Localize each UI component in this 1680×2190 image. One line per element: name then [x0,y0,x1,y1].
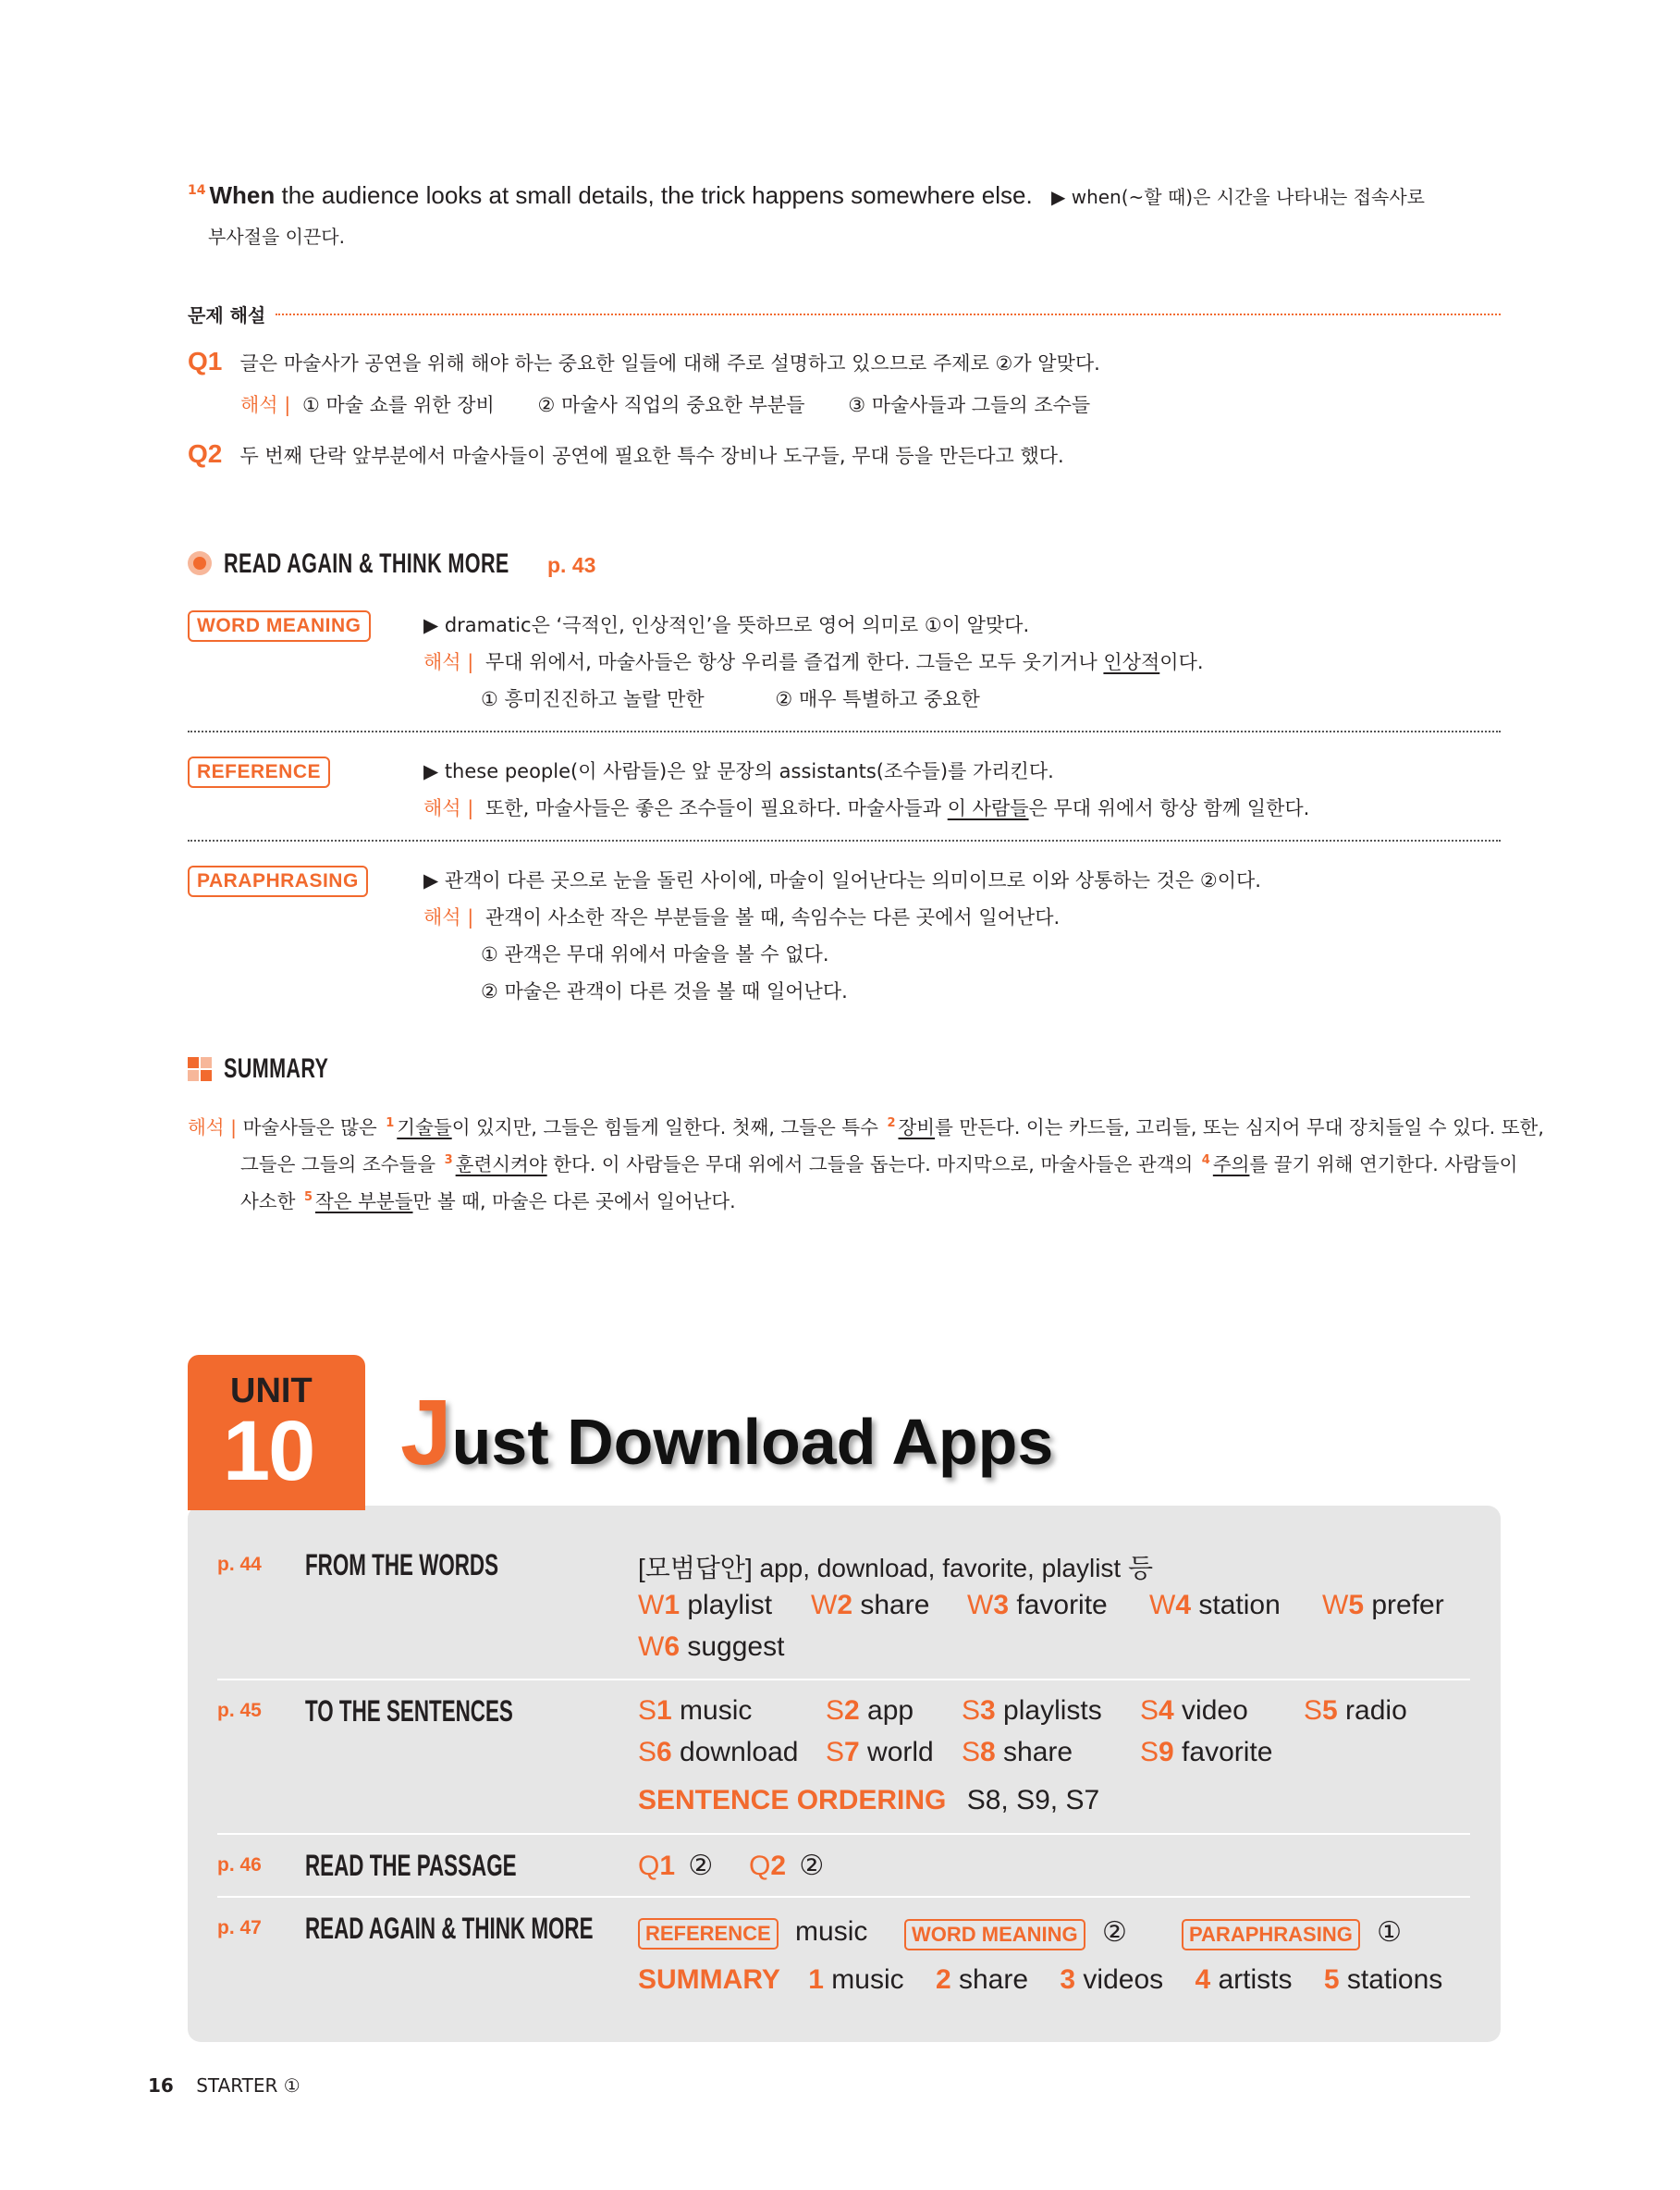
answer-prefix: S [638,1695,657,1726]
sentence-14 [188,181,1519,210]
section-title: READ THE PASSAGE [305,1849,517,1882]
summary-line-2 [240,1149,1517,1176]
q2-text: 두 번째 단락 앞부분에서 마술사들이 공연에 필요한 특수 장비나 도구들, 무대 등을 만든다고 했다. [239,445,1064,467]
summary-text: 그들은 그들의 조수들을 [240,1153,442,1175]
answer-word: favorite [1016,1590,1108,1620]
answer-prefix: W [638,1590,665,1620]
ra-reference [638,1916,867,1950]
model-answer: [모범답안] app, download, favorite, playlist 등 [638,1554,1154,1582]
answer-number: 2 [935,1964,951,1995]
page-ref: p. 47 [217,1917,262,1938]
summary-answer: 작은 부분들 [314,1190,413,1212]
trans-text: 관객이 사소한 작은 부분들을 볼 때, 속임수는 다른 곳에서 일어난다. [485,906,1061,929]
passage-q2 [749,1850,824,1882]
unit-title [400,1380,1053,1486]
trans-label: 해석 | [188,1116,238,1138]
answer-word: music [831,1964,904,1995]
answer-word: artists [1218,1964,1293,1995]
sentence-ordering-value: S8, S9, S7 [966,1785,1100,1815]
unit-number: 10 [223,1404,314,1498]
answer-word: suggest [687,1631,785,1662]
trans-underlined: 이 사람들 [947,797,1029,819]
answer-prefix: W [638,1631,665,1662]
answer-prefix: S [826,1695,845,1726]
answer-number: 2 [844,1695,860,1726]
unit-title-rest: ust Download Apps [451,1406,1054,1478]
word-meaning-answer: ② [1102,1917,1127,1948]
page-ref: p. 44 [217,1554,262,1575]
summary-answer: 주의 [1212,1153,1250,1175]
summary-line-1 [188,1112,1544,1139]
answer-number: 1 [664,1590,681,1620]
answer-number: 3 [993,1590,1010,1620]
answer-number: 6 [656,1737,672,1767]
summary-answer: 훈련시켜야 [455,1153,547,1175]
answer-prefix: W [811,1590,838,1620]
answer-word: share [958,1964,1029,1995]
reference-box: REFERENCE [638,1918,779,1950]
answer-number: 2 [770,1851,787,1881]
answer-number: 1 [808,1964,824,1995]
sentence-ordering [638,1785,1099,1816]
trans-underlined: 인상적 [1103,651,1160,673]
answer-number: 4 [1175,1590,1192,1620]
answer-number: 8 [980,1737,996,1767]
q1-row [188,347,1100,376]
answer-panel [188,1506,1501,2042]
trans-text-end: 은 무대 위에서 항상 함께 일한다. [1028,797,1310,819]
q1-option-2: ② 마술사 직업의 중요한 부분들 [537,394,805,416]
answer-w1 [638,1590,772,1621]
answer-w5 [1322,1590,1444,1621]
blank-number: 1 [386,1116,395,1131]
paraphrasing-answer: ① [1377,1917,1403,1948]
answer-word: prefer [1371,1590,1444,1620]
answer-s8 [962,1737,1073,1768]
ra-paraphrasing [1182,1916,1402,1950]
trans-label: 해석 | [423,906,474,929]
word-meaning-explanation: ▶ dramatic은 ‘극적인, 인상적인’을 뜻하므로 영어 의미로 ①이 알맞다. [423,614,1030,636]
answer-w3 [967,1590,1108,1621]
q1-option-3: ③ 마술사들과 그들의 조수들 [848,394,1091,416]
answer-prefix: S [962,1695,981,1726]
sentence-note: ▶ when(~할 때)은 시간을 나타내는 접속사로 [1050,186,1425,208]
trans-text: 또한, 마술사들은 좋은 조수들이 필요하다. 마술사들과 [485,797,948,819]
answer-prefix: S [962,1737,981,1767]
summary-text: 만 볼 때, 마술은 다른 곳에서 일어난다. [412,1190,736,1212]
summary-text: 를 끌기 위해 연기한다. 사람들이 [1249,1153,1518,1175]
page-ref: p. 45 [217,1700,262,1721]
summary-text: 를 만든다. 이는 카드들, 고리들, 또는 심지어 무대 장치들일 수 있다. 또한, [935,1116,1544,1138]
read-again-page: p. 43 [547,553,596,577]
answer-number: 4 [1159,1695,1174,1726]
summary-text: 한다. 이 사람들은 무대 위에서 그들을 돕는다. 마지막으로, 마술사들은 관객의 [546,1153,1199,1175]
answer-w2 [811,1590,929,1621]
sentence-note-continued: 부사절을 이끈다. [208,226,345,248]
sentence-ordering-label: SENTENCE ORDERING [638,1785,947,1815]
answer-word: playlists [1003,1695,1102,1726]
answer-s4 [1140,1695,1248,1727]
divider [188,840,1501,842]
answer-prefix: W [1149,1590,1176,1620]
answer-word: playlist [687,1590,773,1620]
answer-w4 [1149,1590,1281,1621]
unit-label: UNIT [230,1372,313,1410]
section-title: FROM THE WORDS [305,1548,499,1581]
answer-number: 1 [656,1695,672,1726]
ra-word-meaning [904,1916,1127,1950]
answer-word: ② [799,1851,825,1881]
answer-s6 [638,1737,798,1768]
reference-translation [423,794,1309,821]
problem-title: 문제 해설 [188,304,266,326]
word-meaning-label: WORD MEANING [188,610,371,642]
section-title: TO THE SENTENCES [305,1694,513,1728]
trans-label: 해석 | [423,797,474,819]
read-again-heading [224,546,509,583]
answer-word: app [867,1695,914,1726]
answer-prefix: S [1304,1695,1323,1726]
trans-text-end: 이다. [1159,651,1204,673]
answer-w6 [638,1631,784,1663]
summary-answer: 기술들 [397,1116,452,1138]
answer-word: station [1198,1590,1281,1620]
answer-s3 [962,1695,1102,1727]
answer-prefix: W [1322,1590,1349,1620]
reference-label: REFERENCE [188,757,330,788]
answer-number: 1 [659,1851,676,1881]
book-name: STARTER ① [196,2074,300,2097]
row-divider [217,1679,1470,1680]
footer [148,2074,300,2097]
summary-text: 이 있지만, 그들은 힘들게 일한다. 첫째, 그들은 특수 [451,1116,885,1138]
q1-label: Q1 [188,347,223,375]
answer-number: 4 [1195,1964,1211,1995]
answer-s2 [826,1695,914,1727]
answer-prefix: S [826,1737,845,1767]
blank-number: 2 [887,1116,896,1131]
option-2: ② 매우 특별하고 중요한 [775,688,980,710]
divider [188,731,1501,732]
summary-text: 마술사들은 많은 [242,1116,384,1138]
answer-number: 5 [1323,1964,1340,1995]
sentence-number: 14 [188,183,206,199]
blank-number: 3 [444,1153,453,1168]
answer-word: videos [1083,1964,1164,1995]
q2-label: Q2 [188,439,223,468]
sentence-bold-word: When [209,181,276,209]
target-bullet-icon [188,551,212,575]
page-number: 16 [148,2074,174,2097]
answer-word: favorite [1182,1737,1273,1767]
q2-row [188,439,1064,469]
answer-s9 [1140,1737,1272,1768]
reference-explanation: ▶ these people(이 사람들)은 앞 문장의 assistants(조수들)를 가리킨다. [423,760,1054,782]
answer-word: video [1182,1695,1248,1726]
paraphrasing-box: PARAPHRASING [1182,1919,1360,1950]
q1-text: 글은 마술사가 공연을 위해 해야 하는 중요한 일들에 대해 주로 설명하고 있으므로 주제로 ②가 알맞다. [239,352,1100,375]
summary-answer: 장비 [898,1116,936,1138]
summary-text: 사소한 [240,1190,301,1212]
section-title: READ AGAIN & THINK MORE [305,1912,594,1945]
answer-word: world [867,1737,934,1767]
answer-word: download [680,1737,799,1767]
trans-label: 해석 | [423,651,474,673]
answer-number: 3 [980,1695,996,1726]
word-meaning-box: WORD MEANING [904,1919,1085,1950]
passage-q1 [638,1850,713,1882]
answer-s7 [826,1737,934,1768]
summary-heading [224,1051,369,1088]
q1-option-1: ① 마술 쇼를 위한 장비 [302,394,495,416]
answer-prefix: S [1140,1737,1159,1767]
blank-number: 4 [1201,1153,1210,1168]
summary-squares-icon [188,1057,212,1081]
option-1: ① 흥미진진하고 놀랄 만한 [481,688,705,710]
sentence-text: the audience looks at small details, the trick happens somewhere else. [275,181,1033,209]
answer-number: 5 [1322,1695,1338,1726]
problem-divider [276,314,1501,315]
answer-prefix: Q [749,1851,771,1881]
reference-answer: music [795,1916,868,1947]
paraphrasing-option-1: ① 관객은 무대 위에서 마술을 볼 수 없다. [481,943,829,966]
row-divider [217,1896,1470,1898]
answer-number: 7 [844,1737,860,1767]
answer-number: 3 [1060,1964,1076,1995]
ra-summary [638,1964,1442,1996]
answer-number: 5 [1348,1590,1365,1620]
trans-text: 무대 위에서, 마술사들은 항상 우리를 즐겁게 한다. 그들은 모두 웃기거나 [485,651,1104,673]
summary-label: SUMMARY [638,1964,780,1995]
paraphrasing-label: PARAPHRASING [188,866,368,897]
paraphrasing-explanation: ▶ 관객이 다른 곳으로 눈을 돌린 사이에, 마술이 일어난다는 의미이므로 이와 상통하는 것은 ②이다. [423,869,1261,892]
row-divider [217,1833,1470,1835]
paraphrasing-translation [423,903,1060,930]
answer-s5 [1304,1695,1407,1727]
read-again-title: READ AGAIN & THINK MORE [224,548,509,579]
answer-word: radio [1345,1695,1407,1726]
answer-word: ② [688,1851,714,1881]
answer-prefix: S [638,1737,657,1767]
answer-number: 9 [1159,1737,1174,1767]
answer-word: share [860,1590,930,1620]
answer-word: share [1003,1737,1073,1767]
word-meaning-options [481,684,980,712]
unit-badge [188,1355,365,1510]
answer-word: stations [1346,1964,1443,1995]
answer-number: 6 [664,1631,681,1662]
unit-title-initial: J [400,1381,452,1484]
answer-word: music [680,1695,753,1726]
trans-label: 해석 | [240,394,291,416]
blank-number: 5 [303,1190,313,1205]
summary-title: SUMMARY [224,1053,329,1084]
q1-translation [240,390,1090,418]
answer-number: 2 [837,1590,853,1620]
word-meaning-translation [423,647,1204,675]
answer-prefix: S [1140,1695,1159,1726]
answer-s1 [638,1695,752,1727]
answer-prefix: Q [638,1851,660,1881]
summary-line-3 [240,1186,736,1213]
page-ref: p. 46 [217,1854,262,1876]
paraphrasing-option-2: ② 마술은 관객이 다른 것을 볼 때 일어난다. [481,980,848,1003]
answer-prefix: W [967,1590,994,1620]
